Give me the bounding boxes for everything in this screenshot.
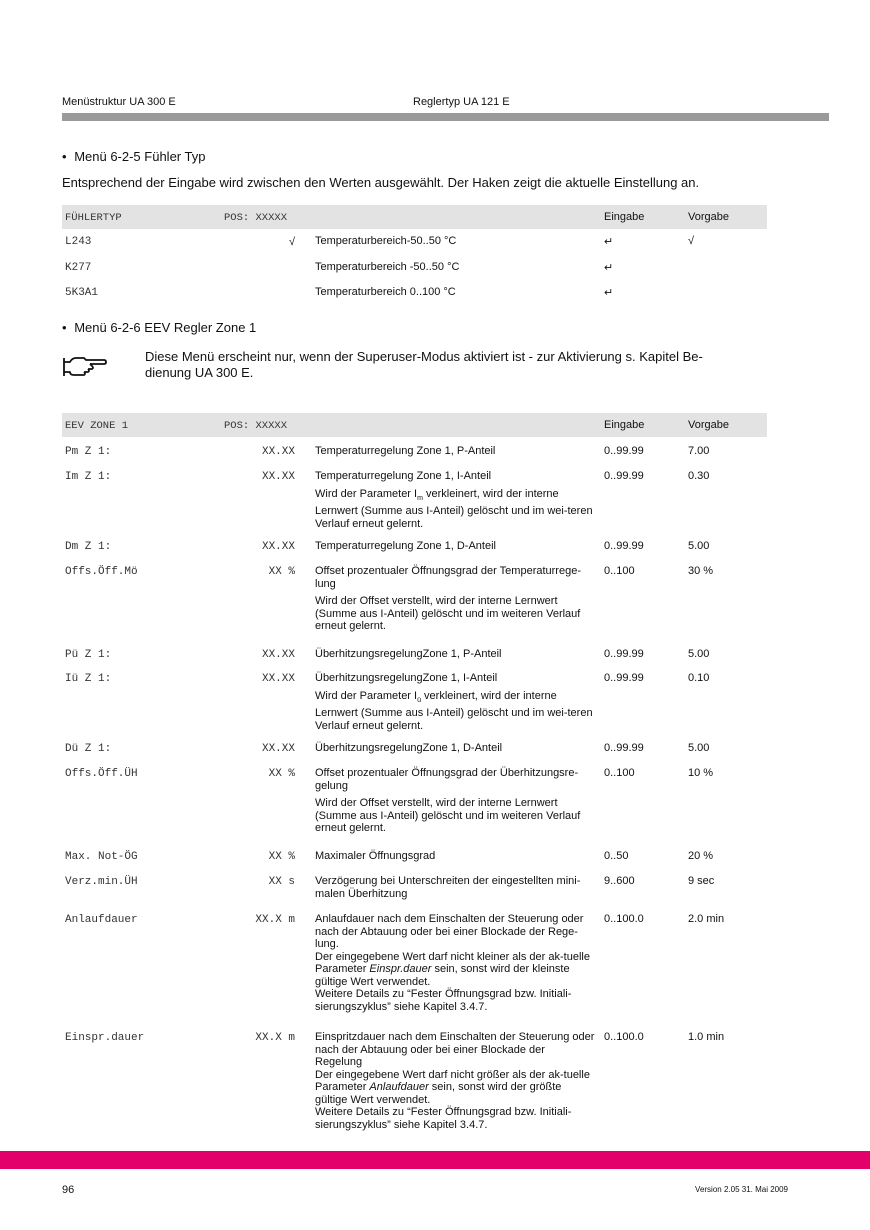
row-name: Dm Z 1: [65, 541, 112, 553]
row-note: Wird der Offset verstellt, wird der interne Lernwert (Summe aus I-Anteil) gelöscht und im weiteren Verlauf erneut gelernt. [315, 595, 581, 632]
row-name: Dü Z 1: [65, 743, 112, 755]
row-input: ↵ [604, 236, 614, 248]
row-desc: Einspritzdauer nach dem Einschalten der Steuerung oder nach der Abtauung oder bei einer Blockade der Regelung [315, 1031, 595, 1068]
row-default: 5.00 [688, 648, 710, 660]
row-default: 2.0 min [688, 913, 725, 925]
row-desc-rule-a: Der eingegebene Wert darf nicht größer als der ak-tuelle Parameter [315, 1068, 590, 1093]
row-note [315, 488, 595, 531]
bullet: • [62, 320, 67, 335]
row-desc-rule-a: Der eingegebene Wert darf nicht kleiner als der ak-tuelle Parameter [315, 950, 590, 975]
row-name: Anlaufdauer [65, 914, 138, 926]
header-bar [62, 113, 829, 121]
row-input: 0..99.99 [604, 742, 644, 754]
row-name: K277 [65, 262, 92, 274]
table2-header [62, 413, 767, 437]
row-desc-details: Weitere Details zu “Fester Öffnungsgrad bzw. Initiali-sierungszyklus” siehe Kapitel 3.4.7. [315, 1106, 572, 1131]
note-line-1: Diese Menü erscheint nur, wenn der Superuser-Modus aktiviert ist - zur Aktivierung s. Kapitel Be- [145, 349, 703, 364]
row-input: 0..99.99 [604, 648, 644, 660]
row-pos: XX.X m [255, 914, 295, 926]
row-desc-block [315, 672, 595, 732]
row-note-text: verkleinert, wird der interne Lernwert (Summe aus I-Anteil) gelöscht und im wei-teren Verlauf erneut gelernt. [315, 487, 593, 530]
row-input: 0..99.99 [604, 445, 644, 457]
row-input: 0..100 [604, 565, 635, 577]
version-info: Version 2.05 31. Mai 2009 [695, 1185, 788, 1194]
row-desc: ÜberhitzungsregelungZone 1, D-Anteil [315, 742, 503, 754]
row-name: Pü Z 1: [65, 649, 112, 661]
row-pos: XX.XX [261, 446, 295, 458]
row-default: √ [688, 235, 695, 247]
row-desc: Temperaturbereich -50..50 °C [315, 261, 460, 273]
row-desc: Temperaturregelung Zone 1, I-Anteil [315, 470, 492, 482]
row-pos: XX.XX [261, 649, 295, 661]
header-left: Menüstruktur UA 300 E [62, 96, 176, 108]
row-default: 5.00 [688, 540, 710, 552]
page-number: 96 [62, 1184, 75, 1196]
row-desc-block [315, 565, 595, 633]
row-desc: Temperaturregelung Zone 1, D-Anteil [315, 540, 496, 552]
row-pos: XX % [268, 851, 295, 863]
row-input: 0..99.99 [604, 470, 644, 482]
row-desc: ÜberhitzungsregelungZone 1, P-Anteil [315, 648, 502, 660]
row-name: Einspr.dauer [65, 1032, 145, 1044]
row-name: Verz.min.ÜH [65, 876, 138, 888]
row-input: 0..100.0 [604, 1031, 644, 1043]
row-input: ↵ [604, 287, 614, 299]
row-default: 0.30 [688, 470, 710, 482]
row-note [315, 690, 595, 733]
row-default: 20 % [688, 850, 714, 862]
pointing-hand-icon [62, 354, 108, 380]
row-default: 1.0 min [688, 1031, 725, 1043]
row-input: ↵ [604, 262, 614, 274]
row-desc-block [315, 1031, 595, 1131]
row-desc-param: Anlaufdauer [369, 1081, 429, 1093]
row-pos: XX.X m [255, 1032, 295, 1044]
row-name: Offs.Öff.ÜH [65, 768, 138, 780]
section1-title: Menü 6-2-5 Fühler Typ [74, 149, 206, 164]
row-desc-rule-b: sein, sonst wird der größte gültige Wert verwendet. [315, 1081, 562, 1106]
row-name: Iü Z 1: [65, 673, 112, 685]
row-pos: XX % [268, 768, 295, 780]
row-desc: Anlaufdauer nach dem Einschalten der Steuerung oder nach der Abtauung oder bei einer Blockade der Rege-lung. [315, 913, 584, 950]
row-desc-param: Einspr.dauer [369, 963, 432, 975]
row-desc: Verzögerung bei Unterschreiten der eingestellten mini-malen Überhitzung [315, 875, 581, 900]
row-desc: Offset prozentualer Öffnungsgrad der Temperaturrege-lung [315, 565, 581, 590]
th-sensor-type: FÜHLERTYP [65, 212, 122, 224]
section2-title: Menü 6-2-6 EEV Regler Zone 1 [74, 320, 257, 335]
row-input: 0..100 [604, 767, 635, 779]
row-pos: √ [288, 236, 295, 248]
note-line-2: dienung UA 300 E. [145, 365, 254, 380]
row-desc: Temperaturbereich-50..50 °C [315, 235, 457, 247]
row-input: 9..600 [604, 875, 635, 887]
row-desc-rule-b: sein, sonst wird der kleinste gültige Wert verwendet. [315, 963, 570, 988]
row-default: 0.10 [688, 672, 710, 684]
th-eev-zone: EEV ZONE 1 [65, 420, 129, 432]
row-note-sub: m [417, 494, 423, 502]
row-name: 5K3A1 [65, 287, 99, 299]
row-desc-details: Weitere Details zu “Fester Öffnungsgrad bzw. Initiali-sierungszyklus” siehe Kapitel 3.4.7. [315, 988, 572, 1013]
row-desc: Temperaturbereich 0..100 °C [315, 286, 456, 298]
row-desc-block [315, 913, 595, 1013]
row-pos: XX % [268, 566, 295, 578]
th-pos: POS: XXXXX [224, 212, 288, 224]
row-default: 10 % [688, 767, 714, 779]
section2-heading [62, 320, 256, 335]
row-name: L243 [65, 236, 92, 248]
row-desc-rule [315, 951, 595, 989]
row-default: 7.00 [688, 445, 710, 457]
row-default: 30 % [688, 565, 714, 577]
th-pos: POS: XXXXX [224, 420, 288, 432]
row-note-sub: ü [417, 696, 421, 704]
row-note-pre: Wird der Parameter I [315, 689, 418, 702]
row-input: 0..50 [604, 850, 629, 862]
row-name: Max. Not-ÖG [65, 851, 138, 863]
row-pos: XX.XX [261, 673, 295, 685]
row-desc-block [315, 470, 595, 530]
th-default: Vorgabe [688, 211, 729, 223]
row-desc: Maximaler Öffnungsgrad [315, 850, 436, 862]
section1-heading [62, 149, 205, 164]
header-center: Reglertyp UA 121 E [413, 96, 510, 108]
row-note-pre: Wird der Parameter I [315, 487, 418, 500]
footer-bar [0, 1151, 870, 1169]
row-pos: XX.XX [261, 743, 295, 755]
row-note-text: verkleinert, wird der interne Lernwert (Summe aus I-Anteil) gelöscht und im wei-teren Verlauf erneut gelernt. [315, 689, 593, 732]
row-desc: Offset prozentualer Öffnungsgrad der Überhitzungsre-gelung [315, 767, 579, 792]
row-name: Pm Z 1: [65, 446, 112, 458]
section1-intro: Entsprechend der Eingabe wird zwischen den Werten ausgewählt. Der Haken zeigt die aktuelle Einstellung an. [62, 175, 700, 190]
row-name: Offs.Öff.Mö [65, 566, 138, 578]
row-name: Im Z 1: [65, 471, 112, 483]
row-desc-rule [315, 1069, 595, 1107]
row-desc-block [315, 767, 595, 835]
row-desc: Temperaturregelung Zone 1, P-Anteil [315, 445, 496, 457]
row-input: 0..100.0 [604, 913, 644, 925]
row-pos: XX.XX [261, 471, 295, 483]
bullet: • [62, 149, 67, 164]
row-pos: XX.XX [261, 541, 295, 553]
row-desc: ÜberhitzungsregelungZone 1, I-Anteil [315, 672, 498, 684]
row-default: 5.00 [688, 742, 710, 754]
superuser-note [145, 349, 785, 381]
row-default: 9 sec [688, 875, 715, 887]
table1-header [62, 205, 767, 229]
th-input: Eingabe [604, 211, 645, 223]
row-input: 0..99.99 [604, 672, 644, 684]
row-input: 0..99.99 [604, 540, 644, 552]
th-input: Eingabe [604, 419, 645, 431]
th-default: Vorgabe [688, 419, 729, 431]
row-note: Wird der Offset verstellt, wird der interne Lernwert (Summe aus I-Anteil) gelöscht und im weiteren Verlauf erneut gelernt. [315, 797, 581, 834]
row-pos: XX s [268, 876, 295, 888]
